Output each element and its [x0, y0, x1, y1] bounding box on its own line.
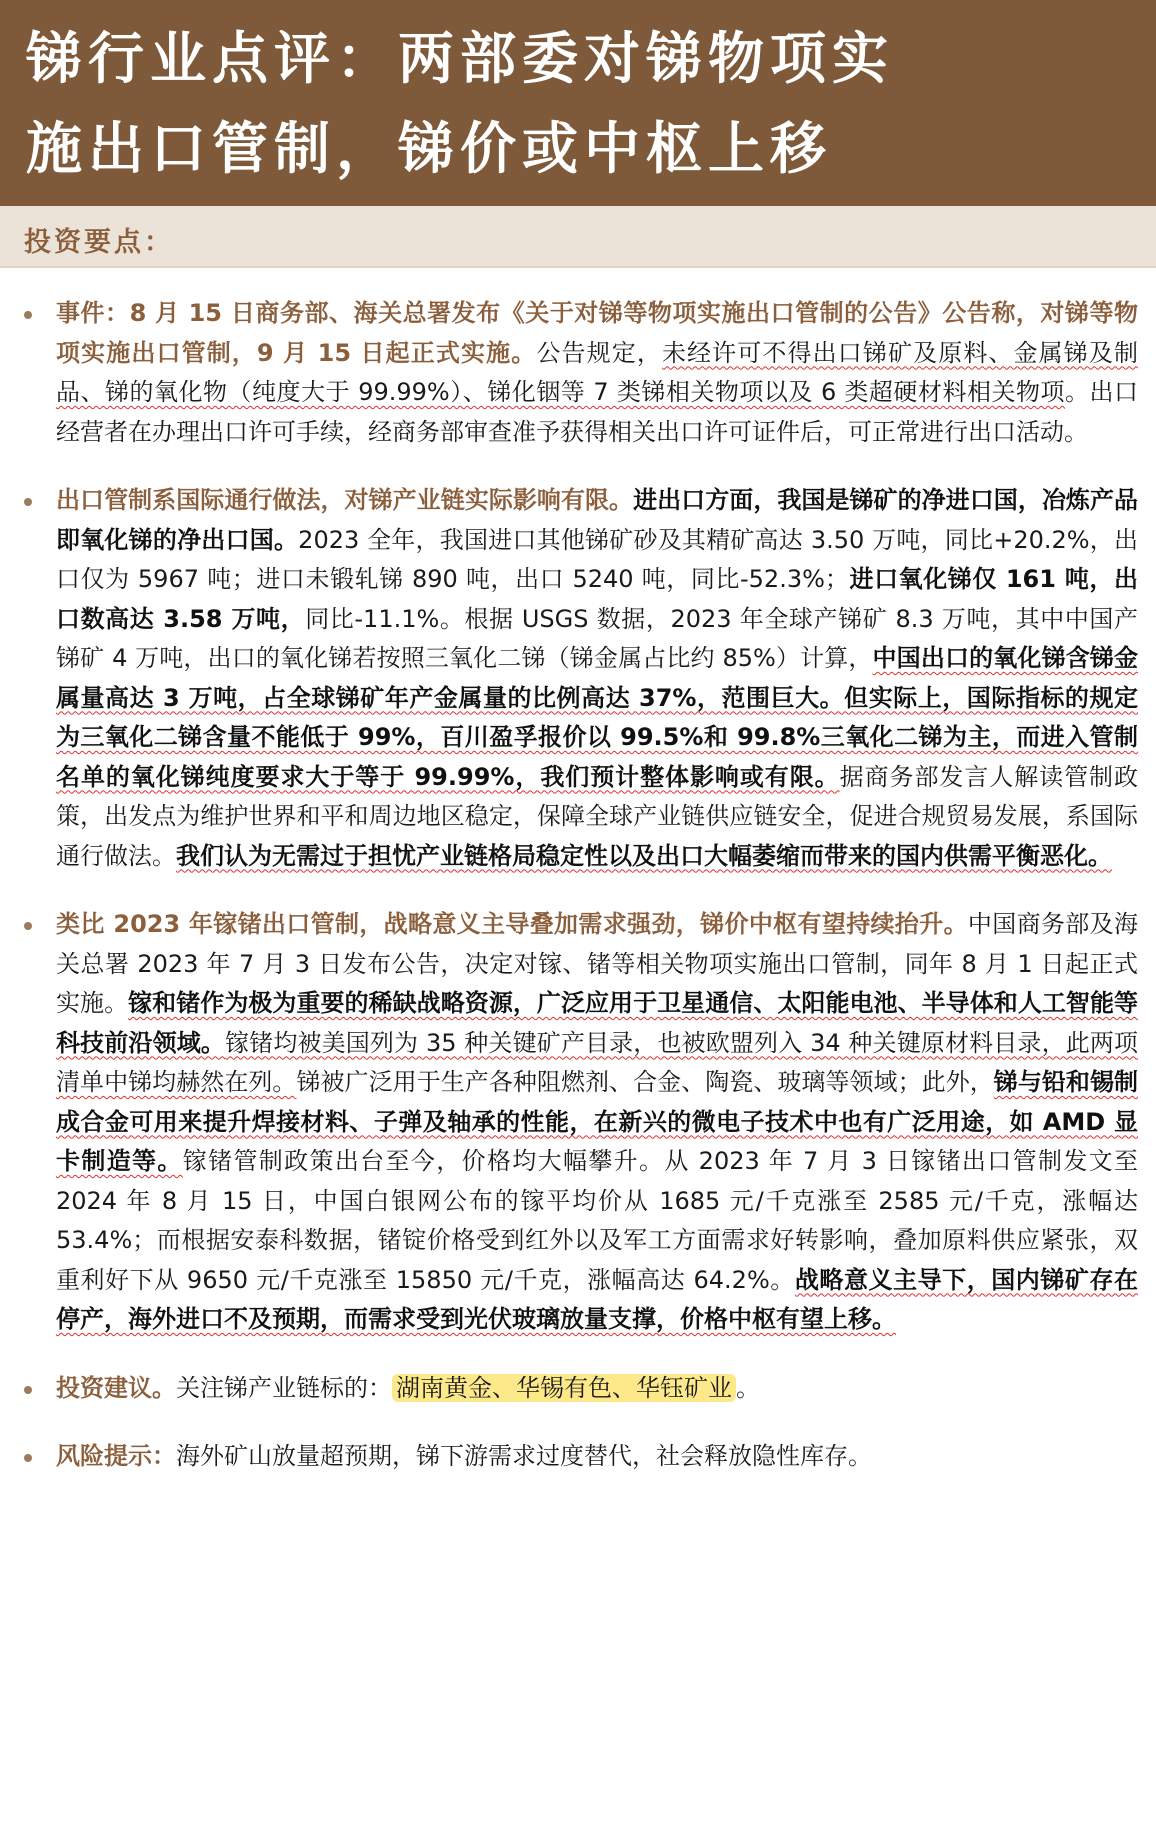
bullet-dot-icon	[24, 311, 32, 319]
bullet-export-control	[20, 481, 1138, 876]
event-underlined: 未经许可不得出口锑矿及原料、金属锑及制品、锑的氧化物（纯度大于 99.99%）、锑化铟等 7 类锑相关物项以及 6 类超硬材料相关物项	[56, 338, 1139, 406]
risk-text: 海外矿山放量超预期，锑下游需求过度替代，社会释放隐性库存。	[176, 1442, 872, 1470]
report-title	[0, 0, 1156, 206]
section-header	[0, 206, 1156, 268]
advice-text-2: 。	[736, 1373, 760, 1402]
advice-stocks-highlight: 湖南黄金、华锡有色、华钰矿业	[392, 1374, 736, 1402]
title-line-1: 锑行业点评：两部委对锑物项实	[26, 26, 894, 92]
section-label: 投资要点：	[24, 227, 174, 258]
advice-text-1: 关注锑产业链标的：	[176, 1373, 392, 1402]
export-bold-4: 我们认为无需过于担忧产业链格局稳定性以及出口大幅萎缩而带来的国内供需平衡恶化。	[176, 841, 1112, 870]
export-bold-3: 中国出口的氧化锑含锑金属量高达 3 万吨，占全球锑矿年产金属量的比例高达 37%，范围巨大。但实际上，国际指标的规定为三氧化二锑含量不能低于 99%，百川盈孚报价以 99.5%和 99.8%三氧化二锑为主，而进入管制名单的氧化锑纯度要求大于等于 99.99%，我们预计整体影响或有限。	[56, 644, 1139, 791]
risk-lead: 风险提示：	[56, 1442, 176, 1470]
bullet-dot-icon	[24, 498, 32, 506]
export-text-2: 同比-11.1%。根据 USGS 数据，2023 年全球产锑矿 8.3 万吨，其中中国产锑矿 4 万吨，出口的氧化锑若按照三氧化二锑（锑金属占比约 85%）计算，	[56, 604, 1138, 672]
analogy-bold-2: 锑与铅和锡制成合金可用来提升焊接材料、子弹及轴承的性能，在新兴的微电子技术中也有广泛用途，如 AMD 显卡制造等。	[56, 1068, 1139, 1175]
analogy-text-1: 中国商务部及海关总署 2023 年 7 月 3 日发布公告，决定对镓、锗等相关物项实施出口管制，同年 8 月 1 日起正式实施。	[56, 910, 1138, 1017]
title-line-2: 施出口管制，锑价或中枢上移	[26, 116, 832, 182]
export-bold-2: 进口氧化锑仅 161 吨，出口数高达 3.58 万吨，	[56, 565, 1139, 633]
advice-lead: 投资建议。	[56, 1373, 176, 1402]
analogy-bold-3: 战略意义主导下，国内锑矿存在停产，海外进口不及预期，而需求受到光伏玻璃放量支撑，价格中枢有望上移。	[56, 1265, 1138, 1333]
analogy-bold-1: 镓和锗作为极为重要的稀缺战略资源，广泛应用于卫星通信、太阳能电池、半导体和人工智能等科技前沿领域。	[56, 989, 1139, 1057]
bullet-advice	[20, 1369, 1138, 1409]
analogy-underlined: 镓锗均被美国列为 35 种关键矿产目录，也被欧盟列入 34 种关键原材料目录，此两项清单中锑均赫然在列。	[56, 1028, 1139, 1096]
export-bold-1: 进出口方面，我国是锑矿的净进口国，冶炼产品即氧化锑的净出口国。	[56, 486, 1139, 554]
bullet-analogy	[20, 905, 1138, 1340]
export-lead: 出口管制系国际通行做法，对锑产业链实际影响有限。	[56, 486, 634, 514]
export-text-1: 2023 全年，我国进口其他锑矿砂及其精矿高达 3.50 万吨，同比+20.2%，出口仅为 5967 吨；进口未锻轧锑 890 吨，出口 5240 吨，同比-52.3%；	[56, 525, 1138, 593]
bullet-dot-icon	[24, 922, 32, 930]
export-text-3: 据商务部发言人解读管制政策，出发点为维护世界和平和周边地区稳定，保障全球产业链供应链安全，促进合规贸易发展，系国际通行做法。	[56, 762, 1138, 870]
event-text-2: 。出口经营者在办理出口许可手续，经商务部审查准予获得相关出口许可证件后，可正常进行出口活动。	[56, 378, 1138, 446]
analogy-lead: 类比 2023 年镓锗出口管制，战略意义主导叠加需求强劲，锑价中枢有望持续抬升。	[56, 910, 968, 938]
bullet-risk	[20, 1437, 1138, 1477]
analogy-text-2: 锑被广泛用于生产各种阻燃剂、合金、陶瓷、玻璃等领域；此外，	[296, 1068, 994, 1096]
bullet-dot-icon	[24, 1454, 32, 1462]
content-area	[0, 268, 1156, 1477]
bullet-dot-icon	[24, 1386, 32, 1394]
bullet-event	[20, 294, 1138, 452]
analogy-text-3: 镓锗管制政策出台至今，价格均大幅攀升。从 2023 年 7 月 3 日镓锗出口管制发文至 2024 年 8 月 15 日，中国白银网公布的镓平均价从 1685 元/千克涨至 2585 元/千克，涨幅达 53.4%；而根据安泰科数据，锗锭价格受到红外以及军工方面需求好转影响，叠加原料供应紧张，双重利好下从 9650 元/千克涨至 15850 元/千克，涨幅高达 64.2%。	[56, 1147, 1139, 1294]
event-text-1: 公告规定，	[536, 338, 662, 367]
event-lead: 事件：8 月 15 日商务部、海关总署发布《关于对锑等物项实施出口管制的公告》公告称，对锑等物项实施出口管制，9 月 15 日起正式实施。	[56, 299, 1138, 367]
